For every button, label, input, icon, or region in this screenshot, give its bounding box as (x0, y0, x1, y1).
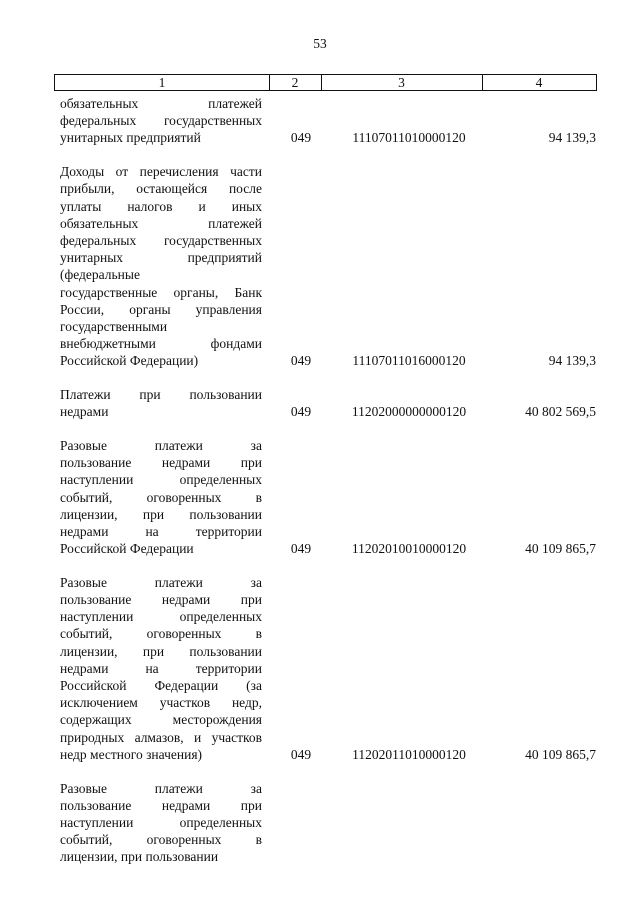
row-description-line: Российской Федерации) (60, 353, 199, 369)
row-description-line: внебюджетными фондами (60, 336, 262, 352)
row-description-line: лицензии, при пользовании (60, 643, 262, 659)
row-description-line: Разовые платежи за (60, 574, 262, 590)
row-description-line: унитарных предприятий (60, 130, 201, 146)
row-description-line: недр местного значения) (60, 746, 203, 762)
row-description (60, 163, 262, 369)
row-description-line: Российской Федерации (60, 541, 194, 557)
row-description-line: федеральных государственных (60, 113, 262, 129)
table-row (0, 386, 640, 420)
row-kbk: 11202011010000120 (352, 746, 466, 762)
row-description-line: пользование недрами при (60, 797, 262, 813)
row-sum: 40 109 865,7 (525, 541, 596, 557)
row-description (60, 437, 262, 557)
row-description (60, 780, 262, 866)
row-description-line: событий, оговоренных в (60, 832, 262, 848)
row-description-line: пользование недрами при (60, 455, 262, 471)
row-code: 049 (290, 353, 312, 369)
table-row (0, 574, 640, 763)
row-code: 049 (290, 130, 312, 146)
row-description (60, 574, 262, 763)
row-description (60, 95, 262, 147)
header-col-1: 1 (55, 75, 270, 90)
row-description-line: событий, оговоренных в (60, 626, 262, 642)
row-kbk: 11202010010000120 (351, 541, 467, 557)
row-description-line: унитарных предприятий (60, 250, 262, 266)
table-row (0, 780, 640, 866)
row-description-line: Платежи при пользовании (60, 387, 262, 402)
header-col-4: 4 (535, 75, 543, 90)
row-kbk: 11107011010000120 (352, 130, 466, 146)
row-description-line: обязательных платежей (60, 215, 262, 231)
row-description-line: наступлении определенных (60, 609, 262, 625)
header-col-2: 2 (269, 75, 322, 90)
table-row (0, 163, 640, 369)
table-row (0, 95, 640, 147)
row-description-line: прибыли, остающейся после (60, 181, 262, 197)
row-description-line: недрами (60, 404, 109, 420)
row-description-line: пользование недрами при (60, 592, 262, 607)
row-description-line: лицензии, при пользовании (60, 849, 219, 865)
row-code: 049 (290, 404, 312, 420)
page-number: 53 (313, 36, 327, 51)
row-description-line: федеральных государственных (60, 232, 262, 248)
row-description-line: обязательных платежей (60, 96, 262, 111)
row-description-line: содержащих месторождения (60, 712, 262, 728)
table-row (0, 437, 640, 557)
row-description-line: Доходы от перечисления части (60, 164, 262, 180)
row-description-line: исключением участков недр, (60, 695, 262, 711)
row-code: 049 (290, 746, 312, 762)
row-code: 049 (290, 541, 312, 557)
row-description-line: недрами на территории (60, 660, 262, 676)
row-description-line: государственными (60, 318, 168, 334)
row-description-line: природных алмазов, и участков (60, 729, 262, 745)
row-description-line: лицензии, при пользовании (60, 506, 262, 522)
row-description-line: государственные органы, Банк (60, 284, 262, 300)
row-description-line: Российской Федерации (за (60, 678, 262, 694)
row-description (60, 386, 262, 420)
row-description-line: России, органы управления (60, 301, 262, 317)
row-description-line: наступлении определенных (60, 814, 262, 830)
row-description-line: Разовые платежи за (60, 437, 262, 453)
row-sum: 94 139,3 (548, 130, 596, 146)
row-sum: 94 139,3 (548, 353, 596, 369)
row-kbk: 11107011016000120 (352, 353, 466, 369)
row-sum: 40 109 865,7 (525, 746, 596, 762)
row-description-line: уплаты налогов и иных (60, 198, 262, 214)
row-description-line: наступлении определенных (60, 472, 262, 488)
row-description-line: недрами на территории (60, 523, 262, 539)
row-description-line: событий, оговоренных в (60, 489, 262, 505)
row-description-line: (федеральные (60, 267, 140, 283)
row-description-line: Разовые платежи за (60, 780, 262, 796)
row-sum: 40 802 569,5 (525, 404, 596, 420)
header-col-3: 3 (321, 75, 483, 90)
row-kbk: 11202000000000120 (351, 404, 467, 420)
